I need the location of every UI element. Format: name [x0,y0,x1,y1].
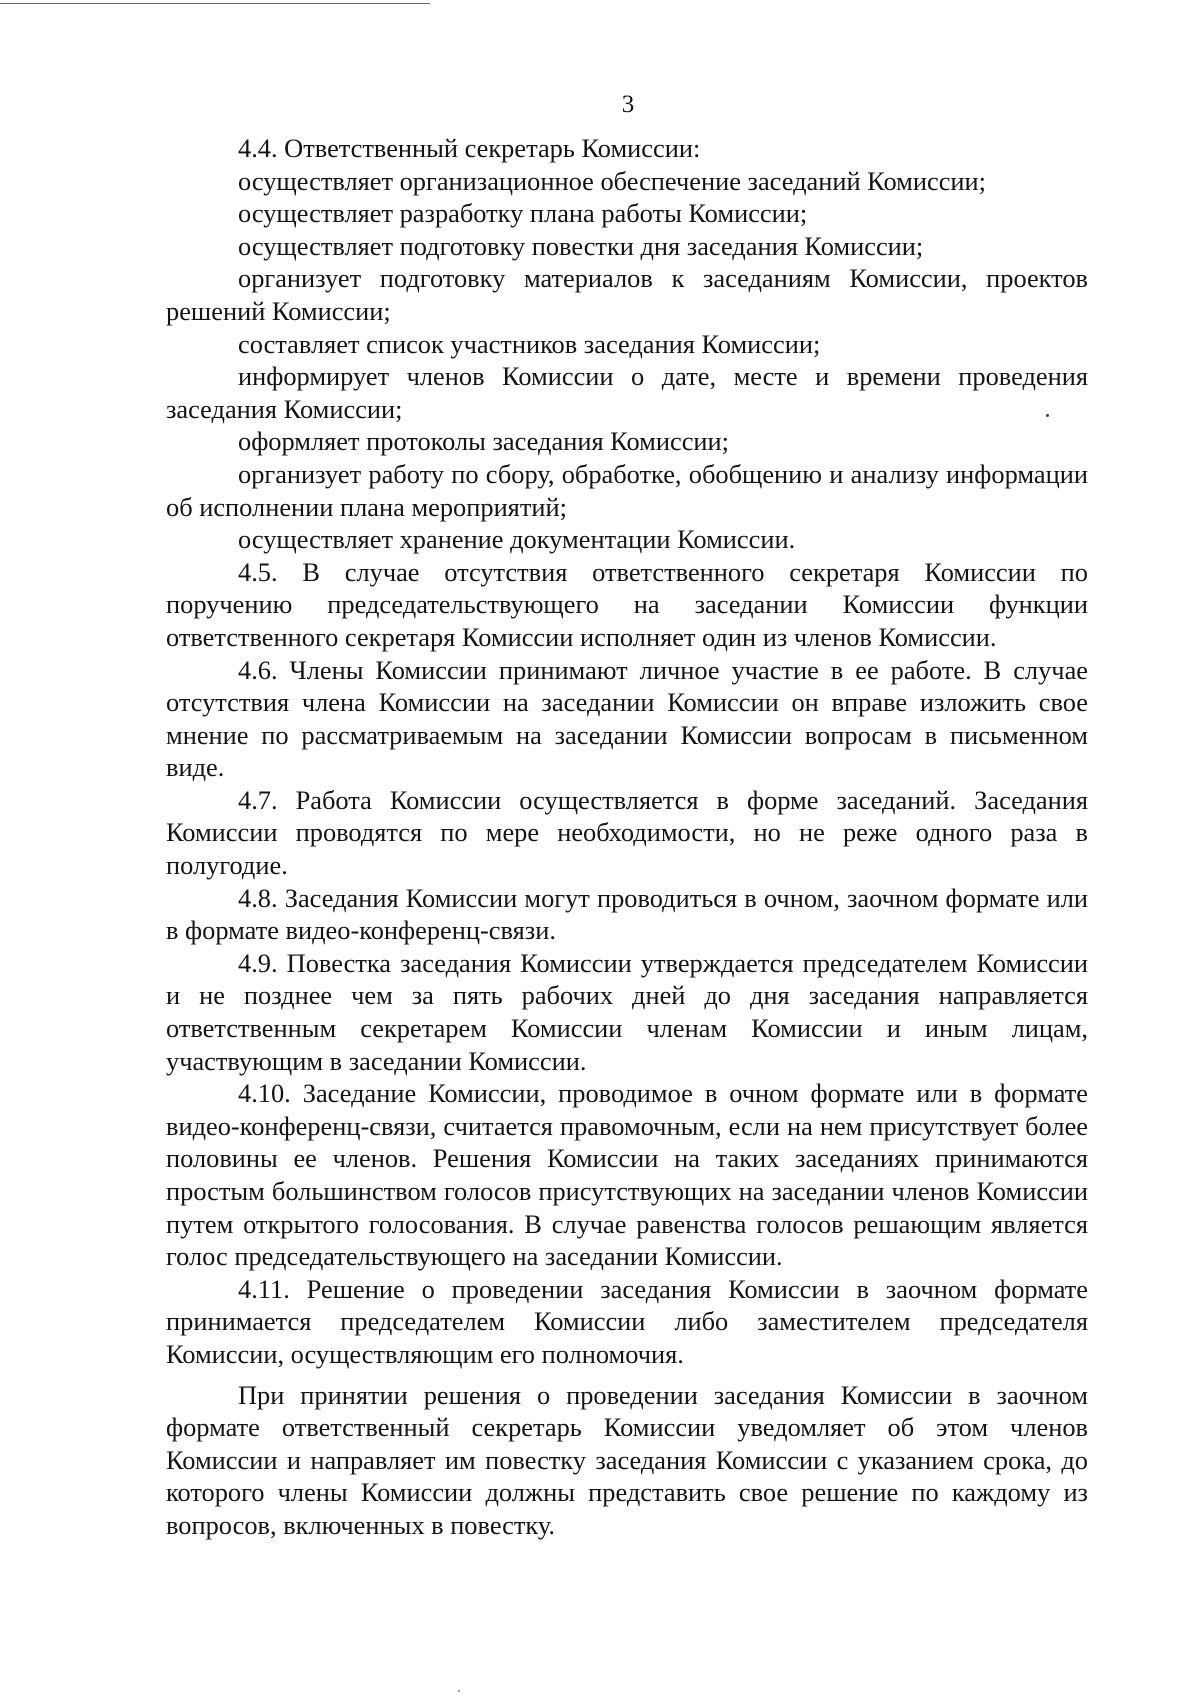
paragraph-duty-protocols: оформляет протоколы заседания Комиссии; [238,426,729,457]
paragraph-duty-informing-members: информирует членов Комиссии о дате, месте и времени проведения заседания Комиссии; [166,361,1088,424]
paragraph-absentee-procedure: При принятии решения о проведении заседания Комиссии в заочном формате ответственный секретарь Комиссии уведомляет об этом членов Комиссии и направляет им повестку заседания Комиссии с указанием срока, до которого члены Комиссии должны представить свое решение по каждому из вопросов, включенных в повестку. [166,1379,1088,1540]
page-number: 3 [621,91,635,118]
scan-speck [1046,414,1049,417]
paragraph-4-11: 4.11. Решение о проведении заседания Комиссии в заочном формате принимается председателем Комиссии либо заместителем председателя Комиссии, осуществляющим его полномочия. [166,1273,1088,1369]
paragraph-4-10: 4.10. Заседание Комиссии, проводимое в очном формате или в формате видео-конференц-связи, считается правомочным, если на нем присутствует более половины ее членов. Решения Комиссии на таких заседаниях принимаются простым большинством голосов присутствующих на заседании членов Комиссии путем открытого голосования. В случае равенства голосов решающим является голос председательствующего на заседании Комиссии. [166,1078,1088,1272]
paragraph-duty-agenda: осуществляет подготовку повестки дня заседания Комиссии; [238,230,924,261]
document-body [166,132,1088,1542]
paragraph-duty-participants-list: составляет список участников заседания Комиссии; [238,328,821,359]
paragraph-4-9: 4.9. Повестка заседания Комиссии утверждается председателем Комиссии и не позднее чем за пять рабочих дней до дня заседания направляется ответственным секретарем Комиссии членам Комиссии и иным лицам, участвующим в заседании Комиссии. [166,947,1088,1076]
paragraph-4-6: 4.6. Члены Комиссии принимают личное участие в ее работе. В случае отсутствия члена Комиссии на заседании Комиссии он вправе изложить свое мнение по рассматриваемым на заседании Комиссии вопросам в письменном виде. [166,654,1088,783]
paragraph-4-8: 4.8. Заседания Комиссии могут проводиться в очном, заочном формате или в формате видео-конференц-связи. [166,882,1088,946]
paragraph-duty-organizational-support: осуществляет организационное обеспечение заседаний Комиссии; [238,165,986,196]
paragraph-duty-analysis: организует работу по сбору, обработке, обобщению и анализу информации об исполнении плана мероприятий; [166,458,1088,522]
top-scan-line [0,3,430,4]
paragraph-4-5: 4.5. В случае отсутствия ответственного секретаря Комиссии по поручению председательствующего на заседании Комиссии функции ответственного секретаря Комиссии исполняет один из членов Комиссии. [166,556,1088,652]
paragraph-4-4-heading: 4.4. Ответственный секретарь Комиссии: [238,133,701,163]
paragraph-duty-work-plan: осуществляет разработку плана работы Комиссии; [238,198,808,229]
paragraph-duty-materials: организует подготовку материалов к заседаниям Комиссии, проектов решений Комиссии; [166,263,1088,326]
paragraph-duty-documentation: осуществляет хранение документации Комиссии. [238,524,796,555]
scan-speck-bottom [458,1690,460,1692]
paragraph-4-7: 4.7. Работа Комиссии осуществляется в форме заседаний. Заседания Комиссии проводятся по мере необходимости, но не реже одного раза в полугодие. [166,784,1088,881]
